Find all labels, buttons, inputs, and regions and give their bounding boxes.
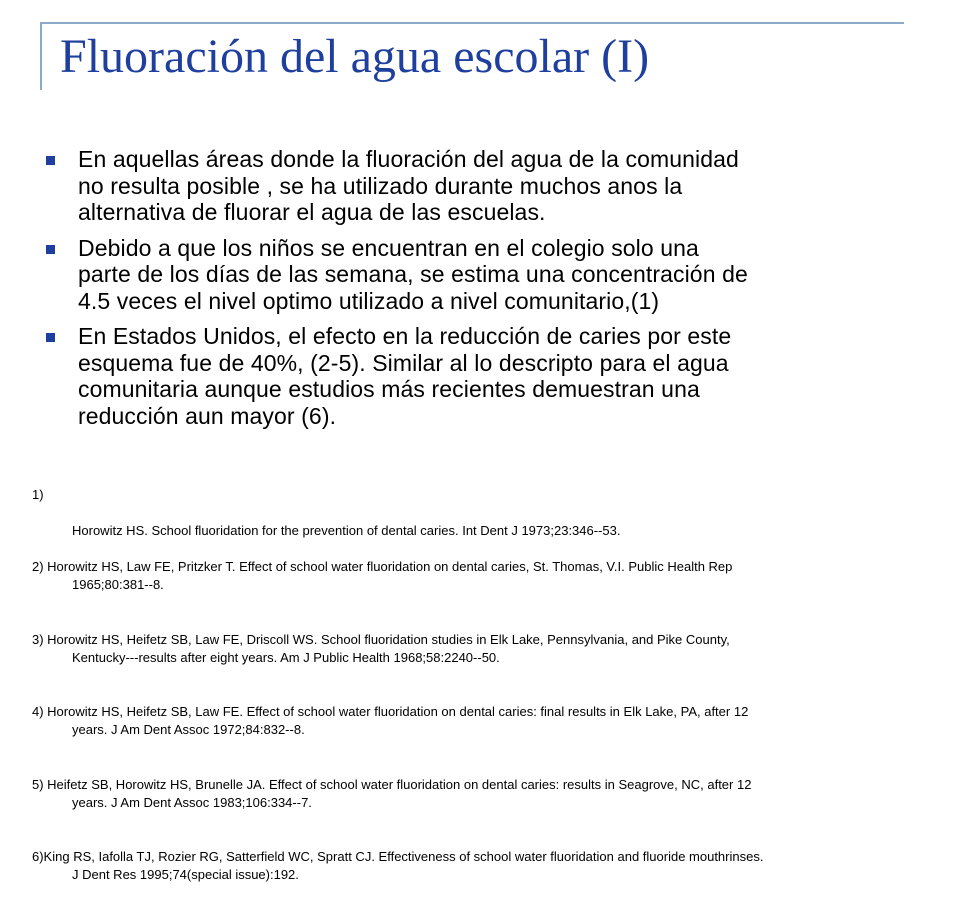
title-frame-top-line <box>40 22 904 24</box>
bullet-text: En aquellas áreas donde la fluoración del agua de la comunidad no resulta posible , se ha utilizado durante muchos anos la alternativa de fluorar el agua de las escuelas. <box>78 146 739 225</box>
reference-number: 1) <box>32 487 44 502</box>
reference-text: 2) Horowitz HS, Law FE, Pritzker T. Effect of school water fluoridation on dental caries, St. Thomas, V.I. Public Health Rep 1965;80:381--8. <box>32 559 733 593</box>
reference-item <box>32 613 942 685</box>
slide-title: Fluoración del agua escolar (I) <box>60 30 650 83</box>
references-list <box>32 486 942 902</box>
reference-text: 6)King RS, Iafolla TJ, Rozier RG, Satterfield WC, Spratt CJ. Effectiveness of school water fluoridation and fluoride mouthrinses. J Dent Res 1995;74(special issue):192. <box>32 848 764 882</box>
bullet-list <box>46 146 926 438</box>
reference-text: 5) Heifetz SB, Horowitz HS, Brunelle JA. Effect of school water fluoridation on dental caries: results in Seagrove, NC, after 12 years. J Am Dent Assoc 1983;106:334--7. <box>32 776 752 810</box>
reference-item <box>32 540 942 612</box>
bullet-item <box>46 235 926 315</box>
reference-item <box>32 757 942 829</box>
reference-text: 4) Horowitz HS, Heifetz SB, Law FE. Effect of school water fluoridation on dental caries: final results in Elk Lake, PA, after 12 years. J Am Dent Assoc 1972;84:832--8. <box>32 704 749 738</box>
square-bullet-icon <box>46 245 55 254</box>
reference-text: Horowitz HS. School fluoridation for the prevention of dental caries. Int Dent J 1973;23:346--53. <box>72 523 621 539</box>
square-bullet-icon <box>46 333 55 342</box>
reference-text: 3) Horowitz HS, Heifetz SB, Law FE, Driscoll WS. School fluoridation studies in Elk Lake, Pennsylvania, and Pike County, Kentucky---results after eight years. Am J Public Health 1968;58:2240--50. <box>32 631 730 665</box>
bullet-text: Debido a que los niños se encuentran en el colegio solo una parte de los días de las semana, se estima una concentración de 4.5 veces el nivel optimo utilizado a nivel comunitario,(1) <box>78 234 748 314</box>
reference-item <box>32 830 942 902</box>
reference-item <box>32 685 942 757</box>
bullet-item <box>46 323 926 429</box>
bullet-item <box>46 146 926 226</box>
square-bullet-icon <box>46 156 55 165</box>
title-frame-left-line <box>40 22 42 90</box>
bullet-text: En Estados Unidos, el efecto en la reducción de caries por este esquema fue de 40%, (2-5). Similar al lo descripto para el agua comunitaria aunque estudios más recientes demuestran una reducción aun mayor (6). <box>78 323 732 429</box>
reference-item <box>32 486 942 540</box>
